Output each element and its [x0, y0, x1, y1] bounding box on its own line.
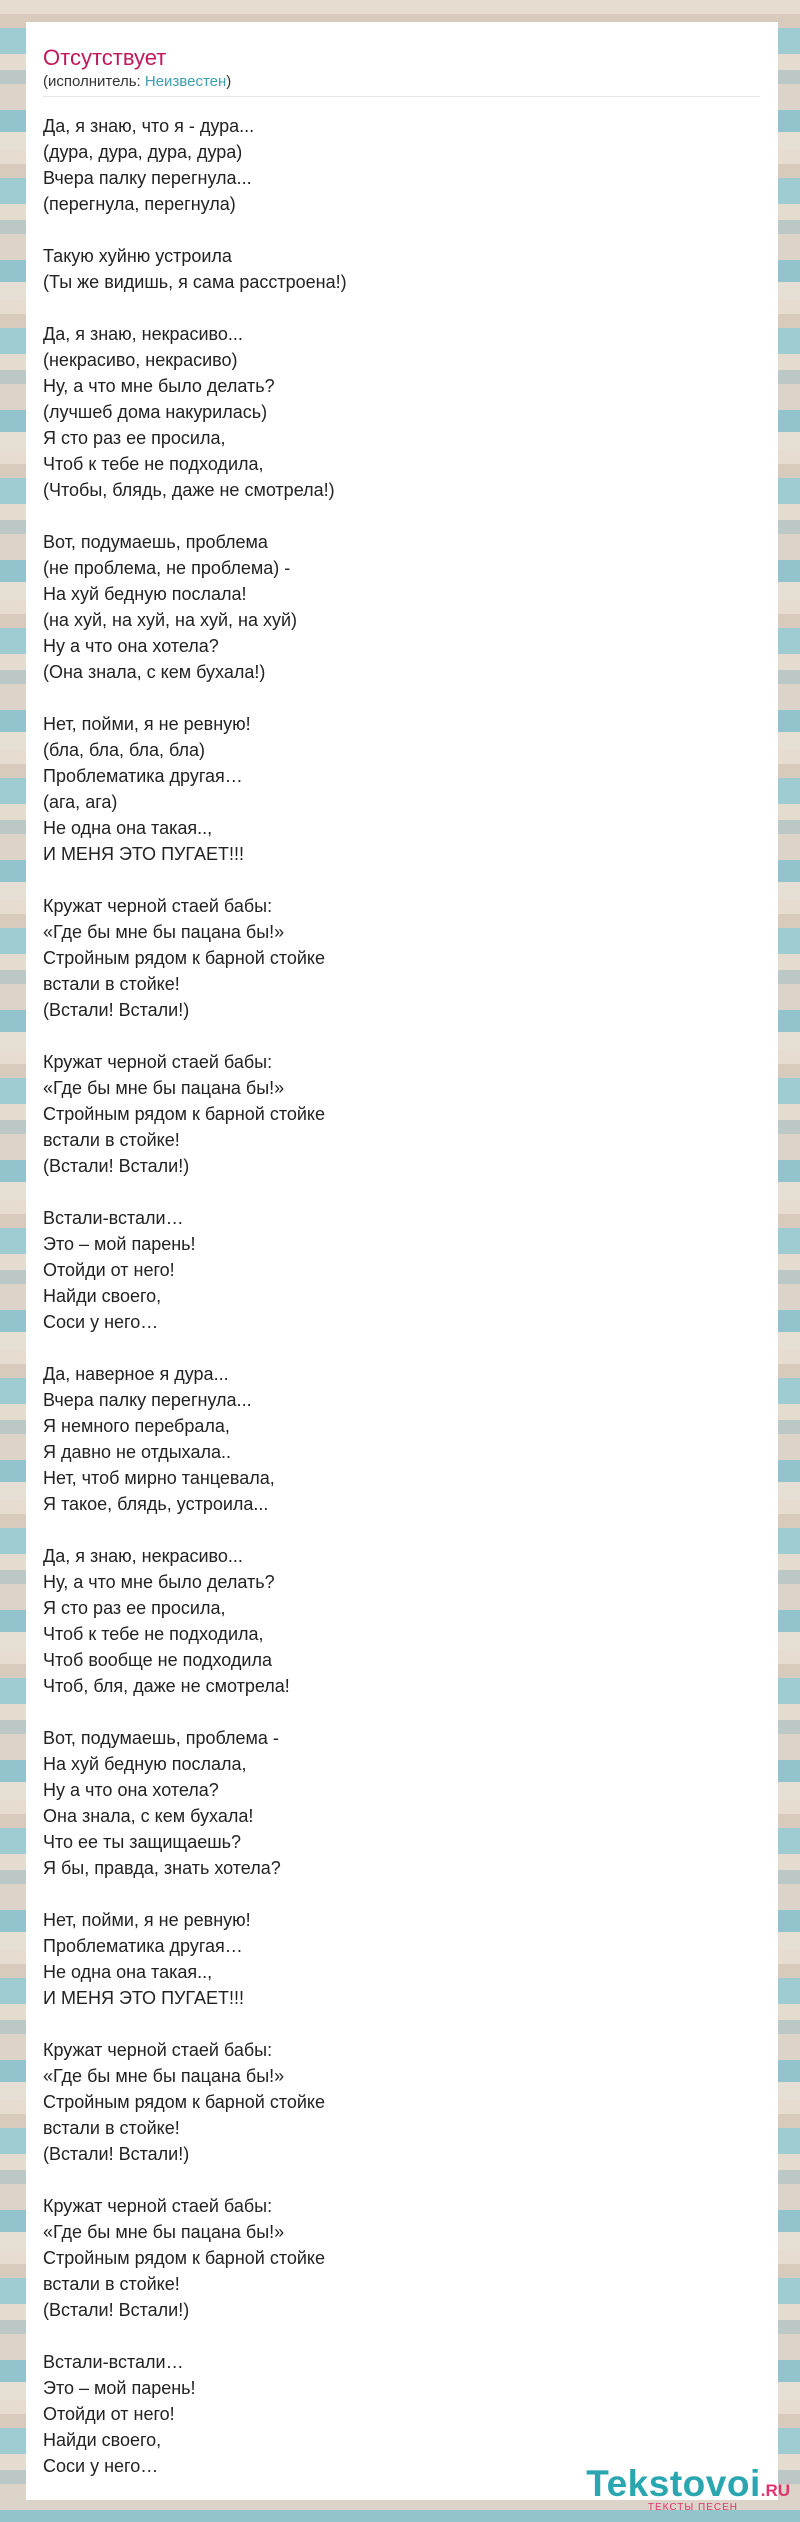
- lyrics-line: Встали-встали…: [43, 1208, 184, 1228]
- lyrics-line: (на хуй, на хуй, на хуй, на хуй): [43, 610, 298, 630]
- lyrics-stanza: [43, 893, 760, 1023]
- lyrics-line: Это – мой парень!: [43, 2378, 196, 2398]
- lyrics-line: Проблематика другая…: [43, 1936, 243, 1956]
- lyrics-line: Стройным рядом к барной стойке: [43, 2092, 326, 2112]
- lyrics-line: Она знала, с кем бухала!: [43, 1806, 254, 1826]
- logo-tagline: ТЕКСТЫ ПЕСЕН: [647, 2502, 738, 2513]
- lyrics-line: Стройным рядом к барной стойке: [43, 948, 326, 968]
- lyrics-line: Вчера палку перегнула...: [43, 1390, 252, 1410]
- lyrics-line: встали в стойке!: [43, 2118, 180, 2138]
- lyrics-line: (Встали! Встали!): [43, 1000, 190, 1020]
- lyrics-line: Кружат черной стаей бабы:: [43, 1052, 273, 1072]
- lyrics-line: Найди своего,: [43, 2430, 162, 2450]
- lyrics-line: Вчера палку перегнула...: [43, 168, 252, 188]
- lyrics-line: Не одна она такая..,: [43, 1962, 213, 1982]
- lyrics-line: Да, я знаю, некрасиво...: [43, 1546, 243, 1566]
- lyrics-line: (не проблема, не проблема) -: [43, 558, 291, 578]
- lyrics-stanza: [43, 1907, 760, 2011]
- lyrics-line: встали в стойке!: [43, 2274, 180, 2294]
- lyrics-line: Нет, чтоб мирно танцевала,: [43, 1468, 275, 1488]
- lyrics-card: [26, 22, 778, 2500]
- lyrics-line: Чтоб, бля, даже не смотрела!: [43, 1676, 290, 1696]
- lyrics-line: На хуй бедную послала,: [43, 1754, 247, 1774]
- lyrics-stanza: [43, 243, 760, 295]
- lyrics-stanza: [43, 711, 760, 867]
- lyrics-line: Вот, подумаешь, проблема: [43, 532, 268, 552]
- logo-tld: .RU: [760, 2481, 790, 2500]
- artist-line: [43, 72, 760, 97]
- lyrics-stanza: [43, 1361, 760, 1517]
- lyrics-line: Соси у него…: [43, 1312, 159, 1332]
- lyrics-line: (дура, дура, дура, дура): [43, 142, 243, 162]
- lyrics-line: Чтоб к тебе не подходила,: [43, 1624, 264, 1644]
- lyrics-line: (лучшеб дома накурилась): [43, 402, 268, 422]
- lyrics-line: Ну, а что мне было делать?: [43, 1572, 275, 1592]
- lyrics-line: «Где бы мне бы пацана бы!»: [43, 2222, 285, 2242]
- lyrics-line: Соси у него…: [43, 2456, 159, 2476]
- lyrics-stanza: [43, 2349, 760, 2479]
- lyrics-text: [43, 113, 760, 2479]
- artist-link[interactable]: Неизвестен: [144, 73, 227, 90]
- lyrics-line: На хуй бедную послала!: [43, 584, 247, 604]
- lyrics-line: И МЕНЯ ЭТО ПУГАЕТ!!!: [43, 844, 244, 864]
- lyrics-line: Это – мой парень!: [43, 1234, 196, 1254]
- lyrics-line: Кружат черной стаей бабы:: [43, 896, 273, 916]
- lyrics-line: (Встали! Встали!): [43, 1156, 190, 1176]
- lyrics-line: Чтоб вообще не подходила: [43, 1650, 272, 1670]
- lyrics-stanza: [43, 113, 760, 217]
- lyrics-line: Чтоб к тебе не подходила,: [43, 454, 264, 474]
- lyrics-line: «Где бы мне бы пацана бы!»: [43, 922, 285, 942]
- logo-name: Tekstovoi: [586, 2463, 761, 2504]
- lyrics-stanza: [43, 1205, 760, 1335]
- lyrics-line: (бла, бла, бла, бла): [43, 740, 206, 760]
- lyrics-line: Да, я знаю, что я - дура...: [43, 116, 255, 136]
- lyrics-line: Я немного перебрала,: [43, 1416, 230, 1436]
- lyrics-line: Я давно не отдыхала..: [43, 1442, 232, 1462]
- lyrics-line: Проблематика другая…: [43, 766, 243, 786]
- lyrics-stanza: [43, 2037, 760, 2167]
- lyrics-line: Нет, пойми, я не ревную!: [43, 714, 251, 734]
- lyrics-line: Я сто раз ее просила,: [43, 428, 226, 448]
- lyrics-line: (перегнула, перегнула): [43, 194, 236, 214]
- artist-prefix: (исполнитель:: [43, 73, 145, 90]
- lyrics-line: (Ты же видишь, я сама расстроена!): [43, 272, 347, 292]
- lyrics-line: Нет, пойми, я не ревную!: [43, 1910, 251, 1930]
- lyrics-line: Стройным рядом к барной стойке: [43, 2248, 326, 2268]
- lyrics-line: Я такое, блядь, устроила...: [43, 1494, 269, 1514]
- lyrics-line: Отойди от него!: [43, 2404, 175, 2424]
- lyrics-line: Я сто раз ее просила,: [43, 1598, 226, 1618]
- lyrics-line: Ну а что она хотела?: [43, 636, 219, 656]
- lyrics-line: Кружат черной стаей бабы:: [43, 2040, 273, 2060]
- lyrics-line: Ну, а что мне было делать?: [43, 376, 275, 396]
- lyrics-stanza: [43, 1725, 760, 1881]
- lyrics-line: (Встали! Встали!): [43, 2300, 190, 2320]
- lyrics-line: Такую хуйню устроила: [43, 246, 232, 266]
- lyrics-line: (ага, ага): [43, 792, 118, 812]
- artist-suffix: ): [226, 73, 232, 90]
- lyrics-line: Найди своего,: [43, 1286, 162, 1306]
- lyrics-line: «Где бы мне бы пацана бы!»: [43, 1078, 285, 1098]
- lyrics-line: Кружат черной стаей бабы:: [43, 2196, 273, 2216]
- site-logo[interactable]: [586, 2464, 790, 2514]
- lyrics-line: Отойди от него!: [43, 1260, 175, 1280]
- lyrics-line: Что ее ты защищаешь?: [43, 1832, 242, 1852]
- lyrics-line: (Чтобы, блядь, даже не смотрела!): [43, 480, 335, 500]
- lyrics-line: Да, я знаю, некрасиво...: [43, 324, 243, 344]
- lyrics-stanza: [43, 321, 760, 503]
- lyrics-line: Стройным рядом к барной стойке: [43, 1104, 326, 1124]
- lyrics-line: встали в стойке!: [43, 974, 180, 994]
- logo-wordmark: [586, 2464, 790, 2504]
- lyrics-line: Да, наверное я дура...: [43, 1364, 229, 1384]
- lyrics-line: Ну а что она хотела?: [43, 1780, 219, 1800]
- lyrics-line: (некрасиво, некрасиво): [43, 350, 238, 370]
- lyrics-line: «Где бы мне бы пацана бы!»: [43, 2066, 285, 2086]
- lyrics-stanza: [43, 2193, 760, 2323]
- lyrics-stanza: [43, 529, 760, 685]
- lyrics-stanza: [43, 1049, 760, 1179]
- lyrics-line: Я бы, правда, знать хотела?: [43, 1858, 281, 1878]
- lyrics-line: встали в стойке!: [43, 1130, 180, 1150]
- lyrics-line: (Встали! Встали!): [43, 2144, 190, 2164]
- lyrics-line: И МЕНЯ ЭТО ПУГАЕТ!!!: [43, 1988, 244, 2008]
- lyrics-line: (Она знала, с кем бухала!): [43, 662, 266, 682]
- lyrics-line: Встали-встали…: [43, 2352, 184, 2372]
- lyrics-stanza: [43, 1543, 760, 1699]
- lyrics-line: Не одна она такая..,: [43, 818, 213, 838]
- lyrics-line: Вот, подумаешь, проблема -: [43, 1728, 279, 1748]
- song-title: Отсутствует: [43, 45, 167, 70]
